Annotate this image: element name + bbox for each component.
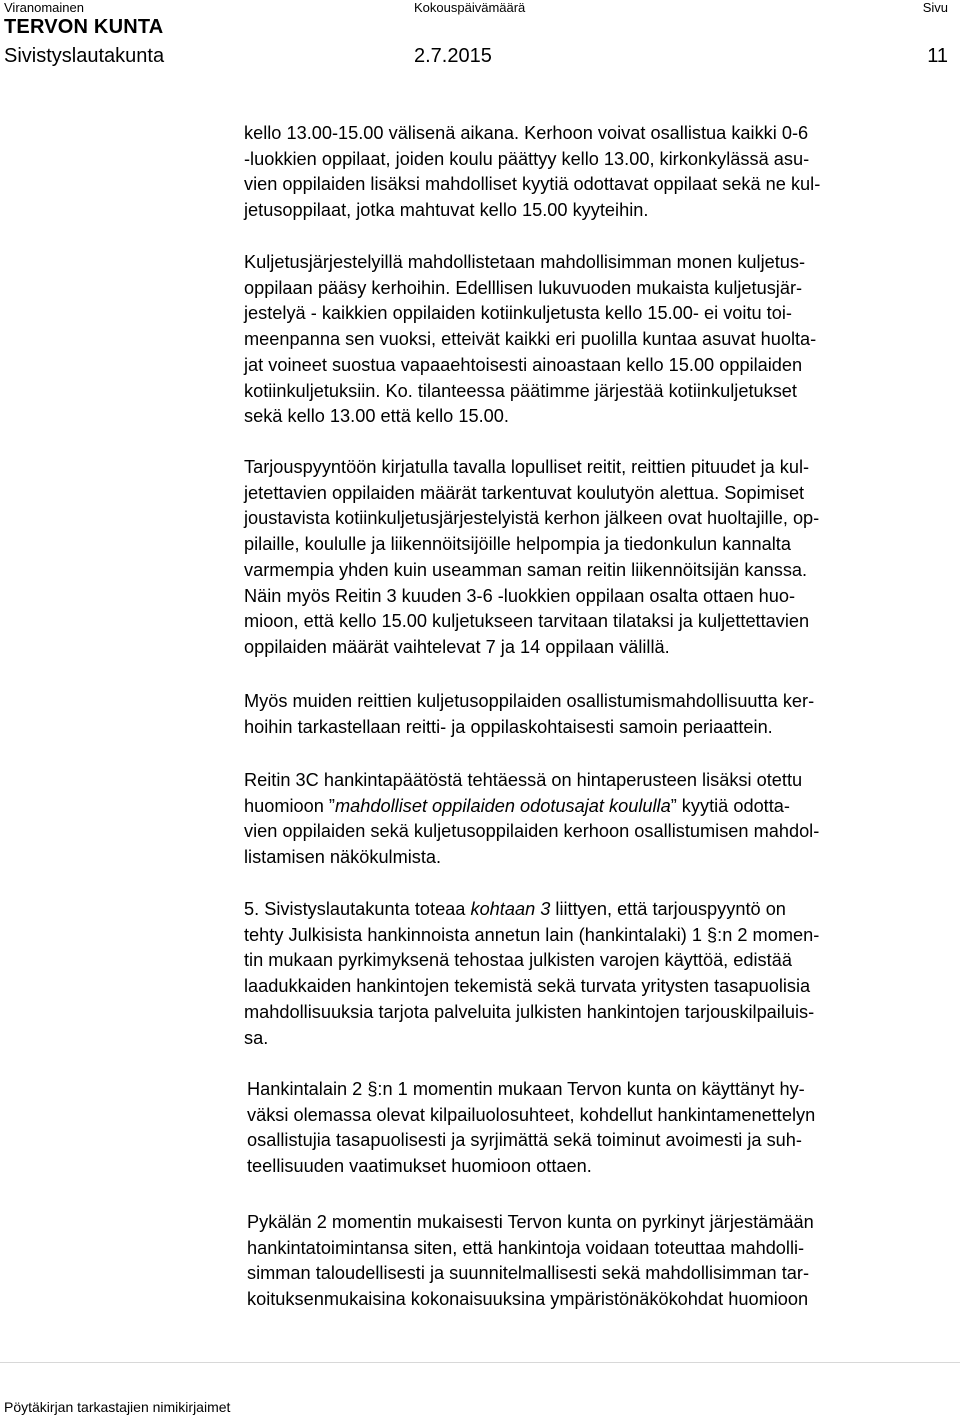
- paragraph-text: Tarjouspyyntöön kirjatulla tavalla lopulliset reitit, reittien pituudet ja kul- jetettavien oppilaiden määrät tarkentuvat koulutyön alettua. Sopimiset joustavista kotiinkuljetusjärjestelyistä kerhon jälkeen ovat huoltajille, op- pilaille, koululle ja liikennöitsijöille helpompia ja tiedonkulun kannalta varmempia yhden kuin useamman saman reitin liikennöitsijän kanssa. Näin myös Reitin 3 kuuden 3-6 -luokkien oppilaan osalta ottaen huo- mioon, että kello 15.00 kuljetukseen tarvitaan tilataksi ja kuljettettavien oppilaiden määrät vaihtelevat 7 ja 14 oppilaan välillä.: [244, 457, 820, 657]
- paragraph: [244, 897, 944, 1051]
- page-number: 11: [927, 45, 948, 67]
- paragraph-text-part: ” kyytiä odotta- vien oppilaiden sekä kuljetusoppilaiden kerhoon osallistumisen mahdol- listamisen näkökulmista.: [244, 795, 820, 868]
- paragraph-text: Myös muiden reittien kuljetusoppilaiden osallistumismahdollisuutta ker- hoihin tarkastellaan reitti- ja oppilaskohtaisesti samoin periaattein.: [244, 691, 815, 737]
- footer-divider: [0, 1362, 960, 1363]
- meeting-date-label: Kokouspäivämäärä: [414, 0, 526, 15]
- paragraph: [244, 689, 944, 740]
- paragraph-text-part: Reitin 3C hankintapäätöstä tehtäessä on hintaperusteen lisäksi otettu huomioon ”: [244, 770, 803, 816]
- paragraph-text: Hankintalain 2 §:n 1 momentin mukaan Tervon kunta on käyttänyt hy- väksi olemassa olevat kilpailuolosuhteet, kohdellut hankintamenettelyn osallistujia tasapuolisesti ja syrjimättä sekä toiminut avoimesti ja suh- teellisuuden vaatimukset huomioon ottaen.: [247, 1079, 816, 1177]
- paragraph-text: Pykälän 2 momentin mukaisesti Tervon kunta on pyrkinyt järjestämään hankintatoimintansa siten, että hankintoja voidaan toteuttaa mahdolli- simman taloudellisesti ja suunnitelmallisesti sekä mahdollisimman tar- koituksenmukaisina kokonaisuuksina ympäristönäkökohdat huomioon: [247, 1212, 814, 1310]
- meeting-date: 2.7.2015: [414, 45, 492, 67]
- paragraph-text: Kuljetusjärjestelyillä mahdollistetaan mahdollisimman monen kuljetus- oppilaan pääsy kerhoihin. Edelllisen lukuvuoden mukaista kuljetusjär- jestelyä - kaikkien oppilaiden kotiinkuljetusta kello 15.00- ei voitu toi- meenpanna sen vuoksi, etteivät kaikki eri puolilla kuntaa asuvat huolta- jat voineet suostua vapaaehtoisesti ainoastaan kello 15.00 oppilaiden kotiinkuljetuksiin. Ko. tilanteessa päätimme järjestää kotiinkuljetukset sekä kello 13.00 että kello 15.00.: [244, 252, 817, 427]
- authority-label: Viranomainen: [4, 0, 84, 15]
- italic-phrase: mahdolliset oppilaiden odotusajat koululla: [335, 795, 671, 816]
- paragraph-text: [244, 897, 944, 1051]
- paragraph: [244, 455, 944, 661]
- paragraph: [244, 121, 944, 224]
- paragraph-text: [244, 768, 944, 871]
- page-label: Sivu: [922, 0, 948, 15]
- footer-initials-label: Pöytäkirjan tarkastajien nimikirjaimet: [4, 1399, 231, 1415]
- paragraph-text-part: liittyen, että tarjouspyyntö on tehty Julkisista hankinnoista annetun lain (hankintalaki) 1 §:n 2 momen- tin mukaan pyrkimyksenä tehostaa julkisten varojen käyttöä, edistää laadukkaiden hankintojen tekemistä sekä turvata yritysten tasapuolisia mahdollisuuksia tarjota palveluita julkisten hankintojen tarjouskilpailuis- sa.: [244, 899, 820, 1048]
- italic-phrase: kohtaan 3: [470, 899, 551, 919]
- organization-name: TERVON KUNTA: [4, 16, 164, 38]
- paragraph-text: kello 13.00-15.00 välisenä aikana. Kerhoon voivat osallistua kaikki 0-6 -luokkien oppilaat, joiden koulu päättyy kello 13.00, kirkonkylässä asu- vien oppilaiden lisäksi mahdolliset kyytiä odottavat oppilaat sekä ne kul- jetusoppilaat, jotka mahtuvat kello 15.00 kyyteihin.: [244, 123, 821, 221]
- board-name: Sivistyslautakunta: [4, 45, 165, 67]
- paragraph-text-part: 5. Sivistyslautakunta toteaa: [244, 899, 471, 919]
- paragraph: [244, 250, 944, 430]
- paragraph: [247, 1210, 947, 1313]
- paragraph: [247, 1077, 947, 1180]
- paragraph: [244, 768, 944, 871]
